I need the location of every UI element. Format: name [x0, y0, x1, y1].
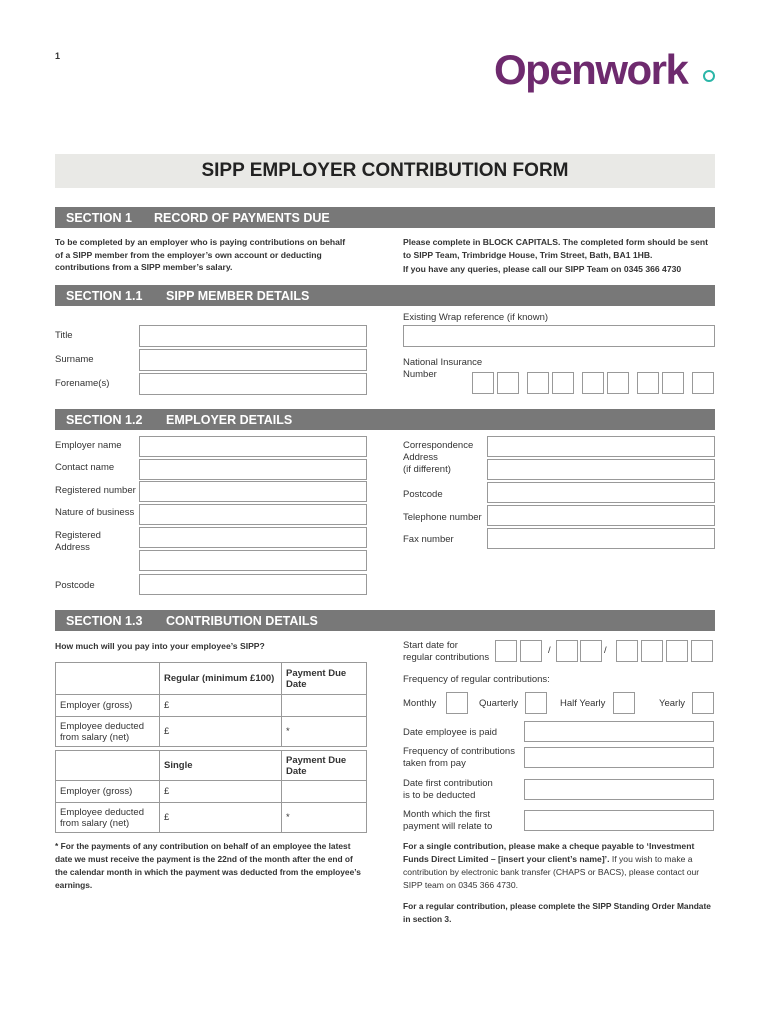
registered-address-field-1[interactable]: [139, 527, 367, 548]
start-date-month-box[interactable]: [580, 640, 602, 662]
telephone-field[interactable]: [487, 505, 715, 526]
registered-address-label: [55, 530, 101, 554]
section-number: SECTION 1.2: [66, 412, 143, 427]
ni-box[interactable]: [662, 372, 684, 394]
single-contribution-note: [403, 840, 713, 892]
label-line: Address: [55, 542, 90, 553]
label-line: Address: [403, 452, 438, 463]
ni-label-line: National Insurance: [403, 357, 483, 368]
forenames-field[interactable]: [139, 373, 367, 395]
section-number: SECTION 1: [66, 210, 132, 225]
regular-contribution-note: For a regular contribution, please complete the SIPP Standing Order Mandate in section 3.: [403, 901, 711, 924]
page-number: 1: [55, 51, 61, 61]
section-1-header: [55, 207, 715, 228]
ni-box[interactable]: [472, 372, 494, 394]
monthly-label: Monthly: [403, 698, 437, 709]
registered-number-label: Registered number: [55, 485, 136, 496]
payment-deadline-footnote: * For the payments of any contribution on behalf of an employee the latest date we must receive the payment is the 22nd of the month after the end of the calendar month in which the payment was deducted from the employee’s earnings.: [55, 841, 361, 890]
yearly-checkbox[interactable]: [692, 692, 714, 714]
label-line: Month which the first: [403, 809, 491, 820]
first-deducted-label: [403, 778, 493, 802]
section-title: RECORD OF PAYMENTS DUE: [154, 210, 330, 225]
date-paid-label: Date employee is paid: [403, 727, 497, 738]
postcode-label: Postcode: [55, 580, 95, 591]
label-line: taken from pay: [403, 758, 466, 769]
form-title: SIPP EMPLOYER CONTRIBUTION FORM: [201, 160, 569, 181]
contribution-question: How much will you pay into your employee’s SIPP?: [55, 641, 265, 651]
start-date-month-box[interactable]: [556, 640, 578, 662]
first-deducted-field[interactable]: [524, 779, 714, 800]
wrap-reference-label: Existing Wrap reference (if known): [403, 312, 549, 323]
section-number: SECTION 1.3: [66, 613, 143, 628]
frequency-taken-field[interactable]: [524, 747, 714, 768]
postcode-right-label: Postcode: [403, 489, 443, 500]
yearly-label: Yearly: [659, 698, 686, 709]
surname-label: Surname: [55, 354, 94, 365]
section-number: SECTION 1.1: [66, 288, 143, 303]
postcode-field[interactable]: [139, 574, 367, 595]
section-1-3-header: [55, 610, 715, 631]
regular-header: Regular (minimum £100): [160, 663, 282, 695]
section-1-2-header: [55, 409, 715, 430]
ni-box[interactable]: [692, 372, 714, 394]
monthly-checkbox[interactable]: [446, 692, 468, 714]
section-1-1-header: [55, 285, 715, 306]
payment-due-header: Payment Due Date: [282, 663, 367, 695]
label-line: Start date for: [403, 640, 458, 651]
label-line: Date first contribution: [403, 778, 493, 789]
ni-box[interactable]: [497, 372, 519, 394]
label-line: regular contributions: [403, 652, 490, 663]
wrap-reference-field[interactable]: [403, 325, 715, 347]
label-line: Registered: [55, 530, 101, 541]
section-1-queries: If you have any queries, please call our SIPP Team on 0345 366 4730: [403, 264, 682, 274]
section-title: CONTRIBUTION DETAILS: [166, 613, 318, 628]
start-date-year-box[interactable]: [691, 640, 713, 662]
logo-dot-icon: [703, 70, 715, 82]
employer-name-field[interactable]: [139, 436, 367, 457]
employee-deducted-label: Employee deducted from salary (net): [56, 717, 160, 747]
correspondence-address-field-1[interactable]: [487, 436, 715, 457]
contact-name-label: Contact name: [55, 462, 115, 473]
section-title: SIPP MEMBER DETAILS: [166, 288, 310, 303]
regular-employer-due-date[interactable]: [282, 695, 367, 717]
ni-box[interactable]: [527, 372, 549, 394]
employer-name-label: Employer name: [55, 440, 122, 451]
label-line: is to be deducted: [403, 790, 476, 801]
ni-label: [403, 357, 482, 381]
correspondence-address-field-2[interactable]: [487, 459, 715, 480]
payment-due-header: Payment Due Date: [282, 751, 367, 781]
label-line: Correspondence: [403, 440, 474, 451]
regular-contribution-table: [55, 662, 367, 747]
postcode-right-field[interactable]: [487, 482, 715, 503]
label-line: (if different): [403, 464, 451, 475]
forenames-label: Forename(s): [55, 378, 110, 389]
single-employer-amount[interactable]: £: [160, 781, 282, 803]
start-date-day-box[interactable]: [495, 640, 517, 662]
quarterly-label: Quarterly: [479, 698, 519, 709]
employer-gross-label: Employer (gross): [56, 781, 160, 803]
fax-field[interactable]: [487, 528, 715, 549]
employer-gross-label: Employer (gross): [56, 695, 160, 717]
frequency-taken-label: [403, 746, 515, 770]
registered-number-field[interactable]: [139, 481, 367, 502]
frequency-label: Frequency of regular contributions:: [403, 674, 550, 685]
contact-name-field[interactable]: [139, 459, 367, 480]
single-note-bold: For a single contribution, please make a cheque payable to ‘Investment Funds Direct Limited – [insert your client’s name]’.: [403, 841, 695, 864]
ni-box[interactable]: [552, 372, 574, 394]
regular-employee-amount[interactable]: £: [160, 717, 282, 747]
start-date-day-box[interactable]: [520, 640, 542, 662]
telephone-label: Telephone number: [403, 512, 482, 523]
single-employer-due-date[interactable]: [282, 781, 367, 803]
ni-box[interactable]: [637, 372, 659, 394]
surname-field[interactable]: [139, 349, 367, 371]
table-corner: [56, 751, 160, 781]
regular-employer-amount[interactable]: £: [160, 695, 282, 717]
label-line: Frequency of contributions: [403, 746, 515, 757]
employee-deducted-label: Employee deducted from salary (net): [56, 803, 160, 833]
start-date-year-box[interactable]: [641, 640, 663, 662]
correspondence-address-label: [403, 440, 473, 476]
start-date-year-box[interactable]: [666, 640, 688, 662]
openwork-logo: Openwork: [494, 46, 688, 93]
label-line: payment will relate to: [403, 821, 493, 832]
half-yearly-checkbox[interactable]: [613, 692, 635, 714]
fax-label: Fax number: [403, 534, 454, 545]
month-relate-label: [403, 809, 492, 833]
half-yearly-label: Half Yearly: [560, 698, 606, 709]
single-note-rest: If you wish to make a contribution by electronic bank transfer (CHAPS or BACS), please contact our SIPP team on 0345 366 4730.: [403, 854, 700, 890]
nature-of-business-field[interactable]: [139, 504, 367, 525]
section-title: EMPLOYER DETAILS: [166, 412, 293, 427]
ni-box[interactable]: [582, 372, 604, 394]
table-corner: [56, 663, 160, 695]
start-date-label: [403, 640, 489, 664]
registered-address-field-2[interactable]: [139, 550, 367, 571]
form-title-bar: [55, 154, 715, 188]
single-employee-amount[interactable]: £: [160, 803, 282, 833]
title-label: Title: [55, 330, 73, 341]
ni-label-line: Number: [403, 369, 437, 380]
nature-of-business-label: Nature of business: [55, 507, 135, 518]
single-employee-due-date[interactable]: *: [282, 803, 367, 833]
title-field[interactable]: [139, 325, 367, 347]
date-separator: /: [604, 645, 607, 656]
start-date-year-box[interactable]: [616, 640, 638, 662]
single-contribution-table: [55, 750, 367, 833]
ni-box[interactable]: [607, 372, 629, 394]
quarterly-checkbox[interactable]: [525, 692, 547, 714]
date-paid-field[interactable]: [524, 721, 714, 742]
single-header: Single: [160, 751, 282, 781]
section-1-instructions: Please complete in BLOCK CAPITALS. The completed form should be sent to SIPP Team, Trimbridge House, Trim Street, Bath, BA1 1HB.: [403, 237, 708, 260]
section-1-intro: To be completed by an employer who is paying contributions on behalf of a SIPP member from the employer’s own account or deducting contributions from a SIPP member’s salary.: [55, 237, 346, 272]
date-separator: /: [548, 645, 551, 656]
regular-employee-due-date[interactable]: *: [282, 717, 367, 747]
month-relate-field[interactable]: [524, 810, 714, 831]
